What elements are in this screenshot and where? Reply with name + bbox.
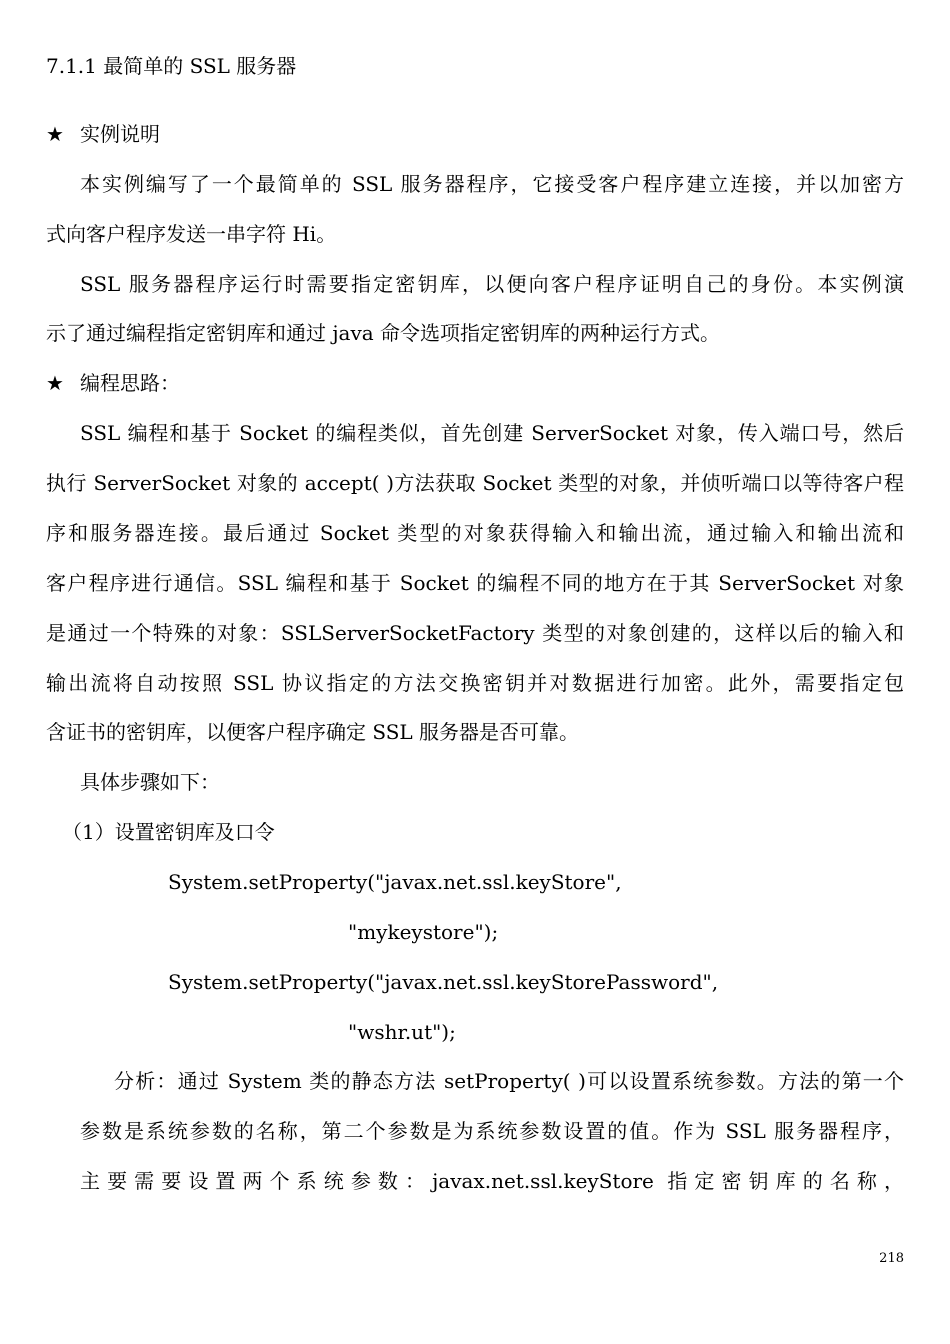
- analysis-line: 主要需要设置两个系统参数：javax.net.ssl.keyStore 指定密钥库的名称，: [80, 1169, 904, 1193]
- code-line: "mykeystore");: [348, 920, 499, 944]
- page-number: 218: [879, 1251, 904, 1266]
- star-icon: ★: [46, 122, 64, 146]
- step-1: （1）设置密钥库及口令: [62, 820, 275, 844]
- section-heading: 7.1.1 最简单的 SSL 服务器: [46, 54, 297, 78]
- code-line: System.setProperty("javax.net.ssl.keyStore",: [168, 870, 622, 894]
- paragraph-line: 输出流将自动按照 SSL 协议指定的方法交换密钥并对数据进行加密。此外，需要指定包: [46, 671, 904, 695]
- paragraph-line: 含证书的密钥库，以便客户程序确定 SSL 服务器是否可靠。: [46, 720, 580, 744]
- paragraph-line: 客户程序进行通信。SSL 编程和基于 Socket 的编程不同的地方在于其 ServerSocket 对象: [46, 571, 904, 595]
- code-line: System.setProperty("javax.net.ssl.keyStorePassword",: [168, 970, 719, 994]
- paragraph-line: 序和服务器连接。最后通过 Socket 类型的对象获得输入和输出流，通过输入和输出流和: [46, 521, 904, 545]
- paragraph-line: 执行 ServerSocket 对象的 accept( )方法获取 Socket 类型的对象，并侦听端口以等待客户程: [46, 471, 904, 495]
- analysis-line: 参数是系统参数的名称，第二个参数是为系统参数设置的值。作为 SSL 服务器程序，: [80, 1119, 904, 1143]
- section-title: 实例说明: [80, 122, 160, 146]
- code-line: "wshr.ut");: [348, 1020, 456, 1044]
- section-example: [46, 120, 160, 148]
- paragraph-line: SSL 服务器程序运行时需要指定密钥库，以便向客户程序证明自己的身份。本实例演: [80, 272, 904, 296]
- paragraph-line: SSL 编程和基于 Socket 的编程类似，首先创建 ServerSocket 对象，传入端口号，然后: [80, 421, 904, 445]
- paragraph-line: 是通过一个特殊的对象：SSLServerSocketFactory 类型的对象创建的，这样以后的输入和: [46, 621, 904, 645]
- section-title: 编程思路：: [80, 371, 180, 395]
- paragraph-line: 本实例编写了一个最简单的 SSL 服务器程序，它接受客户程序建立连接，并以加密方: [80, 172, 904, 196]
- paragraph-line: 示了通过编程指定密钥库和通过 java 命令选项指定密钥库的两种运行方式。: [46, 321, 721, 345]
- analysis-line: 分析：通过 System 类的静态方法 setProperty( )可以设置系统参数。方法的第一个: [114, 1069, 904, 1093]
- steps-intro: 具体步骤如下：: [80, 770, 220, 794]
- paragraph-line: 式向客户程序发送一串字符 Hi。: [46, 222, 337, 246]
- section-approach: [46, 369, 180, 397]
- star-icon: ★: [46, 371, 64, 395]
